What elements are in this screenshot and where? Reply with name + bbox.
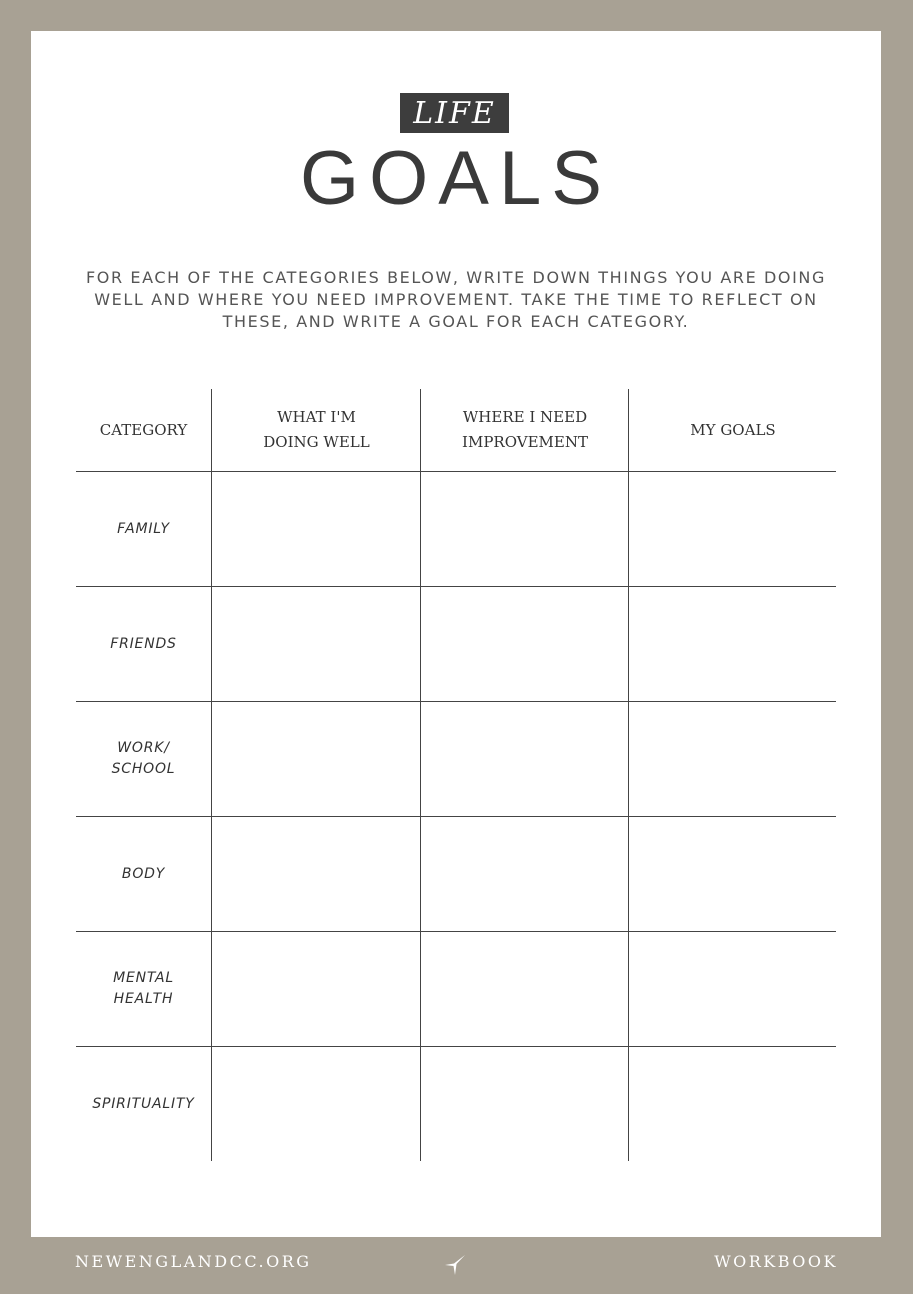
- table-header-row: [76, 389, 836, 472]
- improvement-cell[interactable]: [420, 1047, 629, 1161]
- category-label-line1: WORK/: [117, 740, 170, 756]
- header-category: [76, 389, 211, 471]
- category-friends: [76, 587, 211, 701]
- category-label-line1: MENTAL: [113, 970, 174, 986]
- doing-well-cell[interactable]: [211, 587, 421, 701]
- goal-cell[interactable]: [628, 1047, 837, 1161]
- improvement-cell[interactable]: [420, 817, 629, 931]
- sparkle-star-icon: [443, 1253, 467, 1277]
- table-row-family: [76, 472, 836, 587]
- goal-cell[interactable]: [628, 472, 837, 586]
- header-my-goals-label: MY GOALS: [690, 420, 776, 439]
- worksheet-page: [31, 31, 881, 1237]
- category-label-line2: HEALTH: [113, 991, 174, 1007]
- category-label: FRIENDS: [110, 635, 177, 652]
- doing-well-cell[interactable]: [211, 472, 421, 586]
- category-family: [76, 472, 211, 586]
- doing-well-cell[interactable]: [211, 817, 421, 931]
- header-improvement-line1: WHERE I NEED: [462, 408, 588, 426]
- doing-well-cell[interactable]: [211, 702, 421, 816]
- category-label-line2: SCHOOL: [111, 761, 176, 777]
- footer-website: NEWENGLANDCC.ORG: [75, 1252, 312, 1271]
- table-row-spirituality: [76, 1047, 836, 1161]
- header-category-label: CATEGORY: [99, 420, 188, 439]
- doing-well-cell[interactable]: [211, 932, 421, 1046]
- life-badge: LIFE: [400, 93, 509, 133]
- footer-workbook: WORKBOOK: [714, 1252, 838, 1271]
- category-body: [76, 817, 211, 931]
- header-my-goals: [628, 389, 837, 471]
- category-label: BODY: [121, 865, 166, 882]
- category-mental-health: [76, 932, 211, 1046]
- goals-table: [76, 389, 836, 1159]
- improvement-cell[interactable]: [420, 932, 629, 1046]
- goal-cell[interactable]: [628, 817, 837, 931]
- header-doing-well-line1: WHAT I'M: [277, 408, 356, 426]
- table-row-friends: [76, 587, 836, 702]
- improvement-cell[interactable]: [420, 472, 629, 586]
- goal-cell[interactable]: [628, 932, 837, 1046]
- header-doing-well: [211, 389, 421, 471]
- table-row-work-school: [76, 702, 836, 817]
- table-row-mental-health: [76, 932, 836, 1047]
- improvement-cell[interactable]: [420, 587, 629, 701]
- doing-well-cell[interactable]: [211, 1047, 421, 1161]
- category-label: SPIRITUALITY: [92, 1095, 195, 1112]
- goal-cell[interactable]: [628, 702, 837, 816]
- table-row-body: [76, 817, 836, 932]
- improvement-cell[interactable]: [420, 702, 629, 816]
- header-improvement: [420, 389, 629, 471]
- instructions-text: FOR EACH OF THE CATEGORIES BELOW, WRITE DOWN THINGS YOU ARE DOING WELL AND WHERE YOU NEED IMPROVEMENT. TAKE THE TIME TO REFLECT ON THESE, AND WRITE A GOAL FOR EACH CATEGORY.: [86, 268, 826, 331]
- category-label: FAMILY: [117, 520, 170, 537]
- goal-cell[interactable]: [628, 587, 837, 701]
- category-work-school: [76, 702, 211, 816]
- header-improvement-line2: IMPROVEMENT: [462, 433, 588, 451]
- header-doing-well-line2: DOING WELL: [263, 433, 370, 451]
- page-title: GOALS: [300, 136, 612, 221]
- category-spirituality: [76, 1047, 211, 1161]
